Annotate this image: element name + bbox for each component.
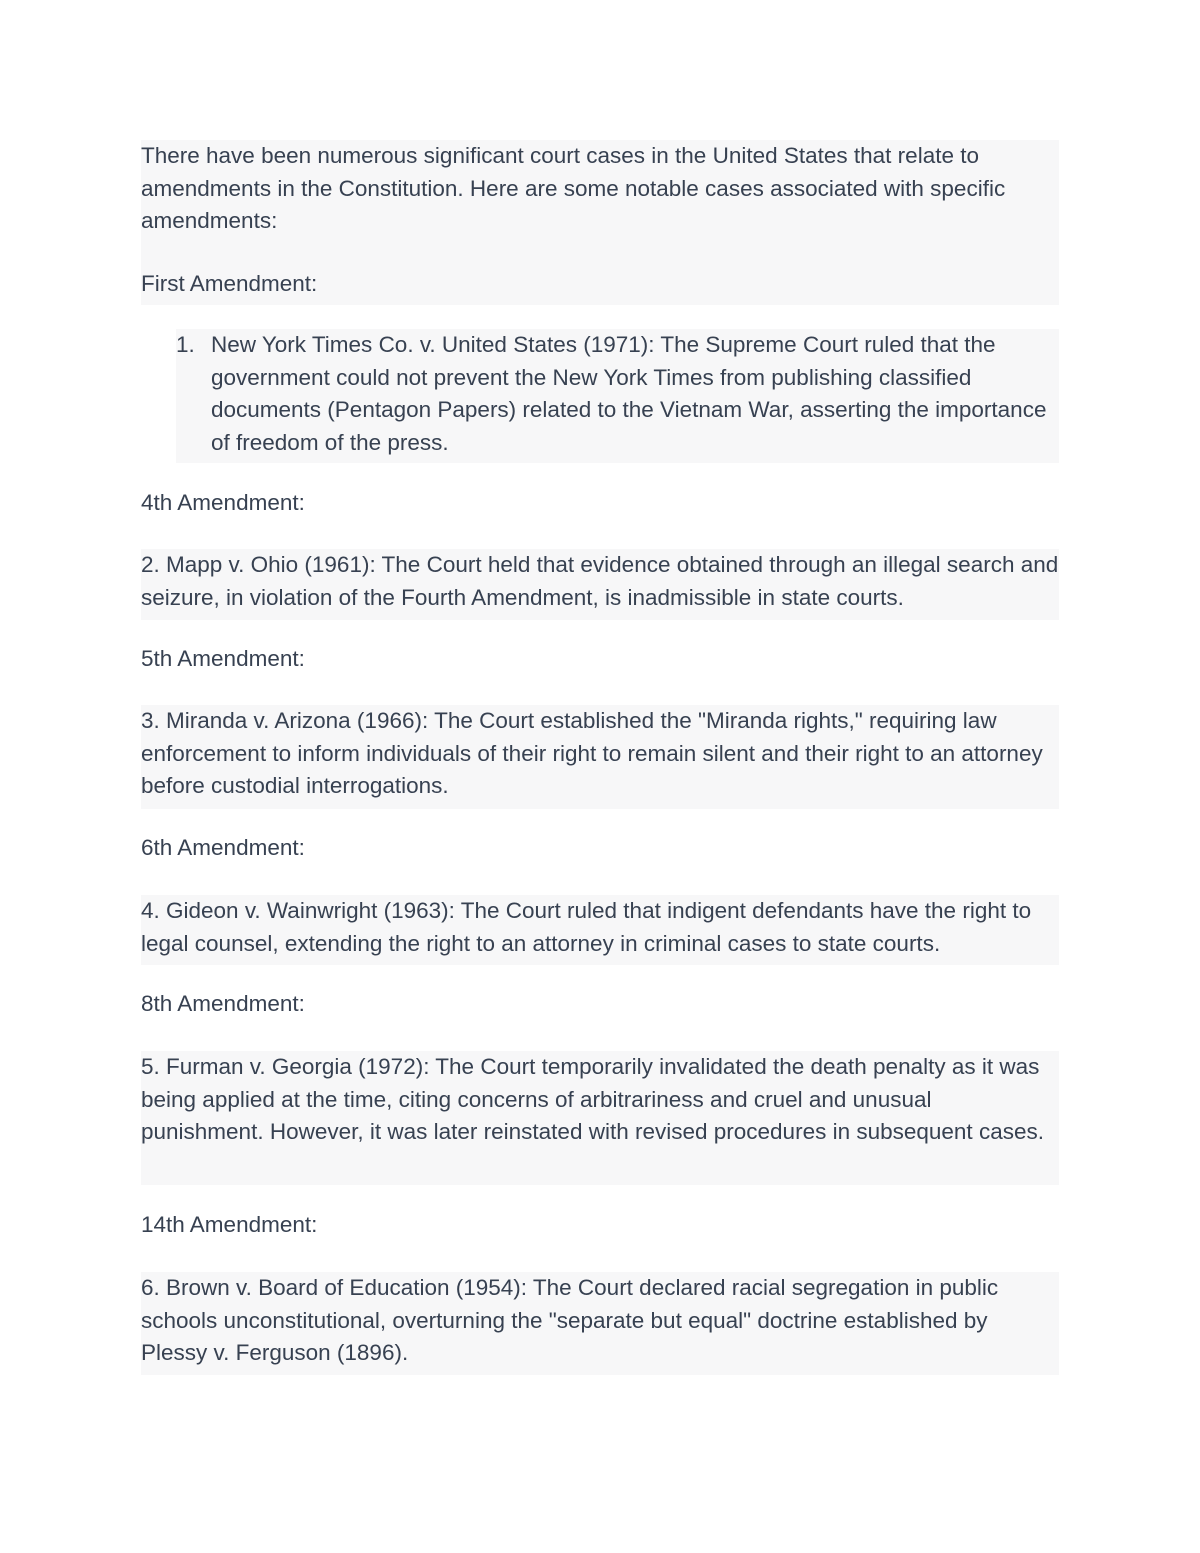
fourteenth-amendment-case — [141, 1272, 1059, 1375]
list-number: 1. — [176, 332, 195, 357]
sixth-amendment-heading: 6th Amendment: — [141, 835, 305, 860]
sixth-amendment-case — [141, 895, 1059, 965]
case-text: 2. Mapp v. Ohio (1961): The Court held that evidence obtained through an illegal search and seizure, in violation of the Fourth Amendment, is inadmissible in state courts. — [141, 552, 1059, 610]
case-text: 5. Furman v. Georgia (1972): The Court temporarily invalidated the death penalty as it was being applied at the time, citing concerns of arbitrariness and cruel and unusual punishment. However, it was later reinstated with revised procedures in subsequent cases. — [141, 1054, 1044, 1145]
eighth-amendment-case — [141, 1051, 1059, 1185]
case-text: 6. Brown v. Board of Education (1954): The Court declared racial segregation in public schools unconstitutional, overturning the "separate but equal" doctrine established by Plessy v. Ferguson (1896). — [141, 1275, 999, 1366]
case-text: 4. Gideon v. Wainwright (1963): The Court ruled that indigent defendants have the right to legal counsel, extending the right to an attorney in criminal cases to state courts. — [141, 898, 1032, 956]
fifth-amendment-case — [141, 705, 1059, 809]
case-text: 3. Miranda v. Arizona (1966): The Court established the "Miranda rights," requiring law enforcement to inform individuals of their right to remain silent and their right to an attorney before custodial interrogations. — [141, 708, 1043, 799]
fourth-amendment-case — [141, 549, 1059, 620]
fourteenth-amendment-heading: 14th Amendment: — [141, 1212, 318, 1237]
case-text: New York Times Co. v. United States (1971): The Supreme Court ruled that the government could not prevent the New York Times from publishing classified documents (Pentagon Papers) related to the Vietnam War, asserting the importance of freedom of the press. — [211, 332, 1047, 455]
first-amendment-case — [176, 329, 1059, 463]
fifth-amendment-heading: 5th Amendment: — [141, 646, 305, 671]
fourth-amendment-heading: 4th Amendment: — [141, 490, 305, 515]
intro-paragraph: There have been numerous significant court cases in the United States that relate to amendments in the Constitution. Here are some notable cases associated with specific amendments: — [141, 143, 1006, 234]
first-amendment-heading: First Amendment: — [141, 270, 318, 296]
intro-block — [141, 140, 1059, 305]
eighth-amendment-heading: 8th Amendment: — [141, 991, 305, 1016]
